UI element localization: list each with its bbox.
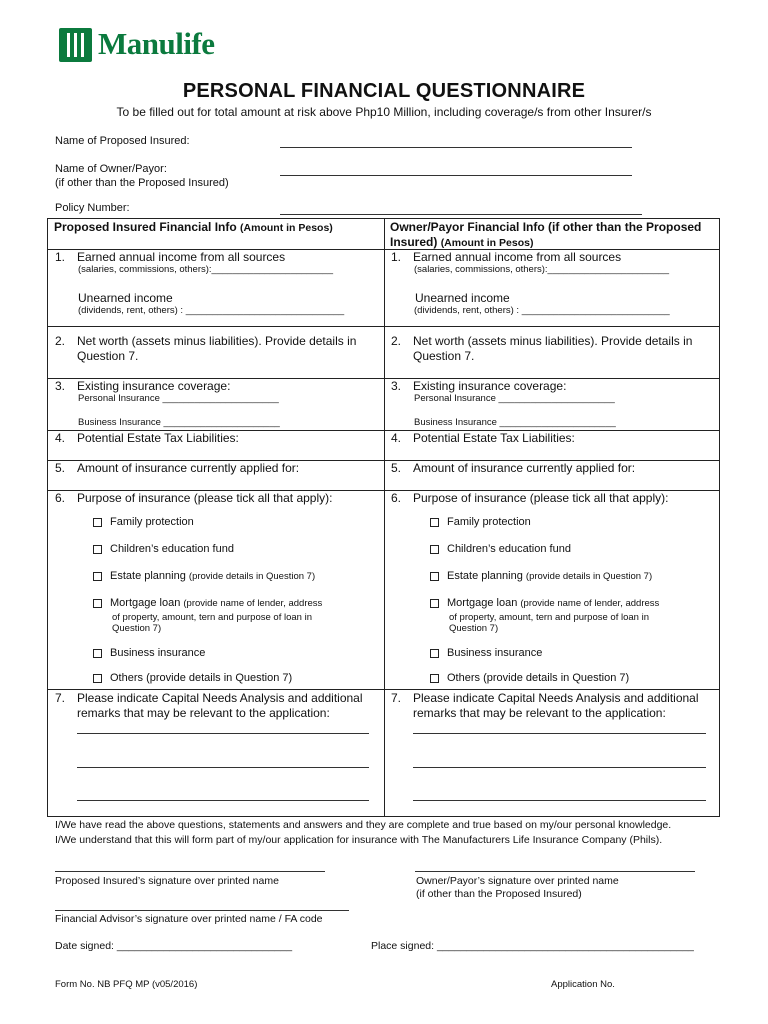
owner-payor-field[interactable] — [280, 175, 632, 176]
q7-remarks-line-2-right[interactable] — [413, 767, 706, 768]
q4-label: Potential Estate Tax Liabilities: — [77, 431, 239, 445]
q5-label-right: Amount of insurance currently applied for: — [413, 461, 636, 475]
q3-personal[interactable]: Personal Insurance ______________________ — [78, 393, 279, 404]
q7-remarks-line-3[interactable] — [77, 800, 369, 801]
q1-unearned-note[interactable]: (dividends, rent, others) : ______________________________ — [78, 305, 345, 316]
q1-unearned-note-right[interactable]: (dividends, rent, others) : ____________________________ — [414, 305, 670, 316]
q1-unearned-label-right: Unearned income — [415, 291, 510, 305]
q6-num-right: 6. — [391, 491, 402, 505]
owner-signature-label: Owner/Payor’s signature over printed name (if other than the Proposed Insured) — [416, 875, 619, 900]
brand-name: Manulife — [98, 26, 215, 61]
q1-num: 1. — [55, 250, 66, 264]
manulife-logo-icon — [59, 28, 92, 62]
q5-num-right: 5. — [391, 461, 402, 475]
q1-label-right: Earned annual income from all sources — [413, 250, 622, 264]
q4-num: 4. — [55, 431, 66, 445]
q6-family-checkbox-right[interactable]: Family protection — [430, 516, 531, 528]
q2-num-right: 2. — [391, 334, 402, 348]
q1-label: Earned annual income from all sources — [77, 250, 286, 264]
q7-num-right: 7. — [391, 691, 402, 705]
q7-remarks-line-1-right[interactable] — [413, 733, 706, 734]
page-title: PERSONAL FINANCIAL QUESTIONNAIRE — [182, 80, 586, 102]
q3-num-right: 3. — [391, 379, 402, 393]
q6-mortgage-note2-right: of property, amount, tern and purpose of loan in — [449, 612, 649, 623]
date-signed-field[interactable]: Date signed: ______________________________ — [55, 940, 293, 952]
q7-remarks-line-2[interactable] — [77, 767, 369, 768]
q1-unearned-label: Unearned income — [78, 291, 173, 305]
q3-business-right[interactable]: Business Insurance ______________________ — [414, 417, 616, 428]
insured-signature-label: Proposed Insured’s signature over printed name — [55, 875, 279, 887]
page-subtitle: To be filled out for total amount at risk above Php10 Million, including coverage/s from other Insurer/s — [116, 105, 652, 119]
q6-mortgage-checkbox[interactable]: Mortgage loan (provide name of lender, address — [93, 597, 322, 609]
policy-number-label: Policy Number: — [55, 202, 130, 214]
proposed-insured-field[interactable] — [280, 147, 632, 148]
q6-mortgage-checkbox-right[interactable]: Mortgage loan (provide name of lender, address — [430, 597, 659, 609]
q7-remarks-line-3-right[interactable] — [413, 800, 706, 801]
advisor-signature-label: Financial Advisor’s signature over printed name / FA code — [55, 913, 323, 925]
q7-remarks-line-1[interactable] — [77, 733, 369, 734]
right-column-header: Owner/Payor Financial Info (if other than the Proposed Insured) (Amount in Pesos) — [390, 220, 702, 249]
q1-note-right[interactable]: (salaries, commissions, others):_______________________ — [414, 264, 670, 275]
owner-payor-label: Name of Owner/Payor: — [55, 163, 167, 175]
q6-business-checkbox[interactable]: Business insurance — [93, 647, 205, 659]
q2-num: 2. — [55, 334, 66, 348]
q3-label-right: Existing insurance coverage: — [413, 379, 567, 393]
q3-personal-right[interactable]: Personal Insurance ______________________ — [414, 393, 615, 404]
q7-num: 7. — [55, 691, 66, 705]
owner-payor-note: (if other than the Proposed Insured) — [55, 177, 229, 189]
q7-label: Please indicate Capital Needs Analysis and additional remarks that may be relevant to the application: — [77, 691, 363, 720]
q6-business-checkbox-right[interactable]: Business insurance — [430, 647, 542, 659]
q7-label-right: Please indicate Capital Needs Analysis and additional remarks that may be relevant to the application: — [413, 691, 699, 720]
q6-others-checkbox[interactable]: Others (provide details in Question 7) — [93, 672, 292, 684]
q6-mortgage-note3: Question 7) — [112, 623, 162, 634]
q6-children-checkbox-right[interactable]: Children’s education fund — [430, 543, 571, 555]
owner-signature-line[interactable] — [415, 871, 695, 872]
place-signed-field[interactable]: Place signed: ____________________________________________ — [371, 940, 694, 952]
insured-signature-line[interactable] — [55, 871, 325, 872]
q5-num: 5. — [55, 461, 66, 475]
advisor-signature-line[interactable] — [55, 910, 349, 911]
q6-estate-checkbox-right[interactable]: Estate planning (provide details in Question 7) — [430, 570, 652, 582]
q3-label: Existing insurance coverage: — [77, 379, 231, 393]
proposed-insured-label: Name of Proposed Insured: — [55, 135, 190, 147]
form-number: Form No. NB PFQ MP (v05/2016) — [55, 979, 198, 990]
q6-mortgage-note2: of property, amount, tern and purpose of loan in — [112, 612, 312, 623]
q6-family-checkbox[interactable]: Family protection — [93, 516, 194, 528]
q6-mortgage-note3-right: Question 7) — [449, 623, 499, 634]
q6-label: Purpose of insurance (please tick all that apply): — [77, 491, 333, 505]
left-column-header: Proposed Insured Financial Info (Amount in Pesos) — [54, 220, 333, 234]
q3-business[interactable]: Business Insurance ______________________ — [78, 417, 280, 428]
declaration: I/We have read the above questions, statements and answers and they are complete and true based on my/our personal knowledge. I/We understand that this will form part of my/our application for insurance with The Manufacturers Life Insurance Company (Phils). — [55, 819, 672, 846]
q6-num: 6. — [55, 491, 66, 505]
q6-children-checkbox[interactable]: Children’s education fund — [93, 543, 234, 555]
q3-num: 3. — [55, 379, 66, 393]
q5-label: Amount of insurance currently applied for: — [77, 461, 300, 475]
q2-label: Net worth (assets minus liabilities). Provide details in Question 7. — [77, 334, 357, 363]
q4-label-right: Potential Estate Tax Liabilities: — [413, 431, 575, 445]
q2-label-right: Net worth (assets minus liabilities). Provide details in Question 7. — [413, 334, 693, 363]
policy-number-field[interactable] — [280, 214, 642, 215]
q1-num-right: 1. — [391, 250, 402, 264]
q4-num-right: 4. — [391, 431, 402, 445]
q6-estate-checkbox[interactable]: Estate planning (provide details in Question 7) — [93, 570, 315, 582]
application-number: Application No. — [551, 979, 615, 990]
q6-label-right: Purpose of insurance (please tick all that apply): — [413, 491, 669, 505]
q6-others-checkbox-right[interactable]: Others (provide details in Question 7) — [430, 672, 629, 684]
q1-note[interactable]: (salaries, commissions, others):_______________________ — [78, 264, 334, 275]
